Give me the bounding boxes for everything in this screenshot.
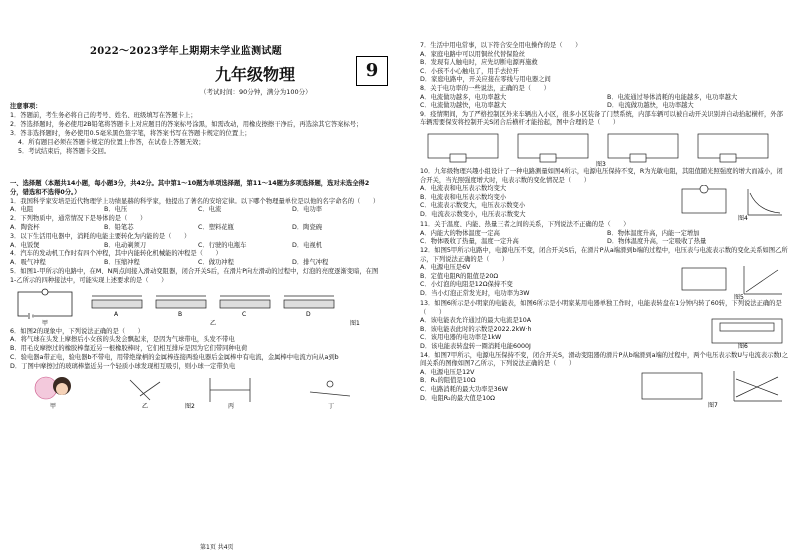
fig6-caption: 图6 [738,343,748,350]
question-7: 7．生活中用电常事，以下符合安全用电操作的是（ ） [420,42,582,49]
option: A．电源电压是12V [420,368,475,376]
option: B．R₁的阻值是10Ω [420,377,476,385]
question-4: 4．汽车的发动机工作时有四个冲程，其中内能转化机械能的冲程是（ ） [10,250,222,258]
fig1-label: A [114,310,119,318]
fig1-rheostats [92,296,334,308]
exam-title: 2022～2023学年上期期末学业监测试题 [90,46,282,57]
note-item: 5．考试结束后，将答题卡交回。 [18,148,111,155]
option: D．电阻R₂的最大值是10Ω [420,394,495,402]
option: D．该电能表转盘转一圈消耗电能6000J [420,343,531,351]
page-footer: 第1页 共4页 [200,544,234,551]
option: D．陶瓷碗 [292,223,323,231]
figure-5 [678,264,788,300]
question-9: 9．疫情期间，为了严格控制区外来车辆出入小区，很多小区装备了门禁系统，内部车辆可以被自动开关识别并自动抬起横杆，外部车辆需要保安将控制开关S闭合后横杆才能抬起，图中合理的是（ ） [420,110,783,127]
fig1-label: C [242,310,247,318]
option: B．该电能表此时的示数是2022.2kW·h [420,325,532,333]
option: A．吸气冲程 [10,259,46,267]
q14-options [420,369,508,409]
option: A．电饭煲 [10,241,40,249]
option: A．陶瓷杯 [10,223,40,231]
note-item: 2．答选择题时，务必使用2B铅笔将答题卡上对应题目的答案标号涂黑，如需改动，用橡皮擦擦干净后，再选涂其它答案标号； [10,121,363,128]
option: D．丁图中摩擦过的玻璃棒靠近另一个轻质小球发现相互吸引，则小球一定带负电 [10,362,236,370]
option: C．电流表示数变大，电压表示数变小 [420,202,526,210]
option: D．物体温度升高，一定吸收了热量 [607,238,707,246]
q10-options [420,185,526,221]
option: B．电压 [104,206,128,214]
fig2-label: 乙 [142,402,149,410]
option: A．电流做功越多，电功率越大 [420,93,507,101]
notes-heading: 注意事项： [10,103,42,110]
q13-options [420,317,531,351]
option: C．做功冲程 [198,259,234,267]
option: C．小灯泡的电阻是12Ω保持不变 [420,281,513,289]
fig4-caption: 图4 [738,215,748,222]
q8-options-row2 [420,102,788,111]
fig2-rods [130,378,350,402]
section-heading: 一、选择题（本题共14小题，每小题3分，共42分。其中第1～10题为单项选择题，第11～14题为多项选择题，选对未选全得2分，错选和不选得0分。） [10,180,370,196]
figure-4 [678,185,788,221]
q14-block [420,369,788,409]
option: B．铅笔芯 [104,223,134,231]
option: A．电流表和电压表示数均变大 [420,185,507,193]
q12-options [420,264,530,300]
exam-subject: 九年级物理 [215,65,296,84]
q8-options-row1 [420,94,788,103]
option: B．定值电阻R的阻值是20Ω [420,272,499,280]
option: A．家庭电路中可以用铜丝代替保险丝 [420,50,526,58]
option: B．电流通过导体消耗的电能越多，电功率越大 [607,93,738,101]
option: D．排气冲程 [292,259,329,267]
option: A．电源电压是6V [420,264,471,272]
question-14: 14．如图7甲所示，电源电压保持不变，闭合开关S，滑动变阻器的滑片P从b端滑到a端的过程中，两个电压表示数U与电流表示数I之间关系的图像如图7乙所示，下列说法正确的是（ ） [420,351,788,368]
q10-block [420,185,788,221]
fig5-caption: 图5 [734,294,744,301]
notes-block [10,102,380,156]
fig1-label: 乙 [210,319,217,327]
option: A．该电能表允许通过的最大电流是10A [420,317,532,325]
figure-7 [638,369,788,409]
fig3-circuits [428,134,768,162]
question-11: 11．关于温度、内能、热量三者之间的关系，下列说法不正确的是（ ） [420,221,630,229]
option: C．该用电器的电功率是1kW [420,334,502,342]
fig3-caption: 图3 [596,160,606,168]
option: C．物体吸收了热量，温度一定升高 [420,238,519,246]
note-item: 1．答题前，考生务必将自己的考号、姓名、班级填写在答题卡上； [10,112,197,119]
option: C．小孩不小心触电了，用手去拉开 [420,67,519,75]
question-5: 5．如图1-甲所示的电路中，在M、N两点间接入滑动变阻器，闭合开关S后，在滑片P向左滑动的过程中，灯泡的亮度逐渐变暗，在图1-乙所示的四种接法中，可能实现上述要求的是（ ） [10,267,379,284]
fig1-label: D [306,310,311,318]
q13-block [420,317,788,351]
question-1: 1．我国科学家安培是近代物理学上功绩显赫的科学家，他提出了著名的安培定律。以下哪个物理量单位是以他的名字命名的（ ） [10,197,380,205]
option: B．电动剃须刀 [104,241,147,249]
option: C．电路消耗的最大功率是36W [420,386,508,394]
option: D．家庭电路中，开关应接在零线与用电器之间 [420,76,551,84]
option: B．压缩冲程 [104,259,140,267]
fig1-label: 甲 [42,319,49,327]
question-2: 2．下列物质中，通常情况下是导体的是（ ） [10,215,147,223]
option: C．验电器a带正电，验电器b不带电，用带绝缘柄的金属棒连接两验电器后金属棒中有电流，金属棒中电流方向从a到b [10,353,339,361]
option: A．电阻 [10,206,34,214]
option: B．电流表和电压表示数均变小 [420,193,507,201]
option: D．电流做功越快，电功率越大 [607,102,694,110]
question-3: 3．以下生活用电器中，消耗的电能主要转化为内能的是（ ） [10,232,191,240]
figure-6 [708,317,788,349]
option: C．塑料花瓶 [198,223,234,231]
figure-3 [420,128,788,168]
option: C．电流 [198,206,222,214]
fig2-label: 丁 [328,402,335,410]
q1-options [10,206,380,215]
option: A．内能大的物体温度一定高 [420,229,500,237]
question-6: 6．如图2的现象中，下列说法正确的是（ ） [10,327,144,335]
q12-block [420,264,788,300]
question-10: 10．九年级物理兴趣小组设计了一种电路测量如图4所示，电源电压保持不变，R为光敏电阻，其阻值随光照强度的增大而减小，闭合开关，当光照强度增大时，电表示数的变化情况是（ ） [420,167,783,184]
option: D．电视机 [292,241,323,249]
option: B．物体温度升高，内能一定增加 [607,229,700,237]
fig1-caption: 图1 [350,319,360,327]
section-choice [10,180,380,412]
fig1-circuit [18,289,72,319]
option: D．电功率 [292,206,323,214]
fig2-caption: 图2 [185,402,195,410]
fig1-label: B [178,310,183,318]
note-item: 4．所有题目必须在答题卡规定的位置上作答，在试卷上答题无效； [18,139,205,146]
fig2-label: 丙 [228,402,235,410]
figure-2 [10,372,380,412]
paper-number-box: 9 [356,56,388,86]
option: B．用毛皮摩擦过的橡胶棒靠近另一根橡胶棒时，它们相互排斥是因为它们带同种电荷 [10,345,248,353]
figure-1 [10,286,380,328]
option: D．当小灯泡正常发光时，电功率为3W [420,289,530,297]
option: C．电流做功越快，电功率越大 [420,102,507,110]
q11-options-row2 [420,238,788,247]
exam-info: （考试时间：90分钟，满分为100分） [200,88,312,96]
q2-options [10,224,380,233]
question-12: 12．如图5甲所示电路中，电源电压不变，闭合开关S后，在滑片P从a端滑到b端的过程中，电压表与电流表示数的变化关系如图乙所示，下列说法正确的是（ ） [420,246,788,263]
option: C．行驶的电瓶车 [198,241,247,249]
option: B．发现有人触电时，应先切断电源再施救 [420,59,538,67]
option: A．将气球在头发上摩擦后小女孩的头发会飘起来，是因为气球带电，头发不带电 [10,336,235,344]
fig2-label: 甲 [50,402,57,410]
fig2-girl-illustration [35,377,71,399]
question-13: 13．如图6所示是小明家的电能表，如图6所示是小明家某用电器单独工作时，电能表转盘在1分钟内转了60转，下列说法正确的是（ ） [420,300,782,316]
option: D．电流表示数变小，电压表示数变大 [420,210,526,218]
fig7-caption: 图7 [708,401,718,409]
right-column [420,42,788,409]
note-item: 3．答非选择题时，务必使用0.5毫米黑色签字笔，将答案书写在答题卡规定的位置上； [10,130,251,137]
question-8: 8．关于电功率的一些说法，正确的是（ ） [420,84,550,92]
q4-options [10,259,380,268]
